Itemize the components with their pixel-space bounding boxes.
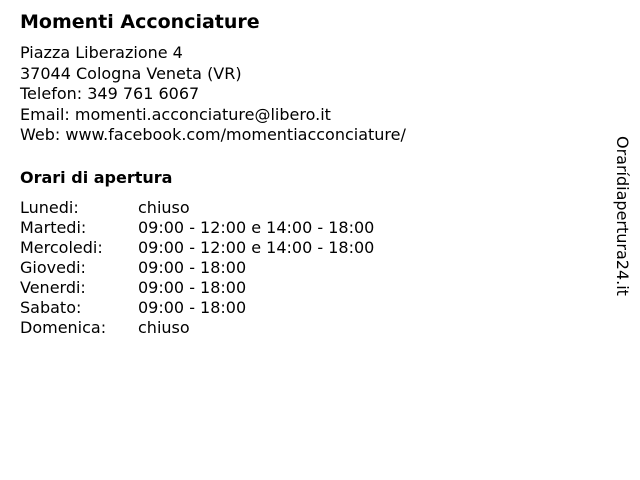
opening-hours-title: Orari di apertura bbox=[20, 167, 173, 187]
phone-line: Telefon: 349 761 6067 bbox=[20, 84, 200, 103]
hours-time: chiuso bbox=[138, 197, 190, 217]
hours-row-wednesday bbox=[20, 238, 600, 258]
hours-row-saturday bbox=[20, 298, 600, 318]
address-line-2: 37044 Cologna Veneta (VR) bbox=[20, 63, 242, 83]
hours-day: Sabato: bbox=[20, 297, 82, 317]
hours-row-monday bbox=[20, 198, 600, 218]
site-brand-vertical: Orarídiapertura24.it bbox=[613, 136, 632, 296]
hours-time: chiuso bbox=[138, 317, 190, 337]
hours-time: 09:00 - 18:00 bbox=[138, 257, 247, 277]
hours-row-thursday bbox=[20, 258, 600, 278]
hours-day: Venerdi: bbox=[20, 277, 86, 297]
business-name: Momenti Acconciature bbox=[20, 11, 260, 33]
hours-day: Martedi: bbox=[20, 217, 87, 237]
email-label: Email: bbox=[20, 104, 70, 124]
hours-day: Lunedi: bbox=[20, 197, 79, 217]
email-link[interactable]: momenti.acconciature@libero.it bbox=[74, 104, 331, 124]
hours-time: 09:00 - 18:00 bbox=[138, 277, 247, 297]
hours-time: 09:00 - 12:00 e 14:00 - 18:00 bbox=[138, 217, 375, 237]
hours-row-tuesday bbox=[20, 218, 600, 238]
hours-row-sunday bbox=[20, 318, 600, 338]
hours-row-friday bbox=[20, 278, 600, 298]
hours-time: 09:00 - 18:00 bbox=[138, 297, 247, 317]
business-card bbox=[20, 10, 600, 338]
web-link[interactable]: www.facebook.com/momentiacconciature/ bbox=[65, 125, 406, 144]
web-label: Web: bbox=[20, 125, 61, 144]
hours-time: 09:00 - 12:00 e 14:00 - 18:00 bbox=[138, 237, 375, 257]
address-line-1: Piazza Liberazione 4 bbox=[20, 43, 183, 62]
web-line bbox=[20, 125, 600, 146]
hours-day: Domenica: bbox=[20, 317, 107, 337]
hours-day: Mercoledi: bbox=[20, 237, 103, 257]
hours-day: Giovedi: bbox=[20, 257, 86, 277]
email-line bbox=[20, 105, 600, 126]
